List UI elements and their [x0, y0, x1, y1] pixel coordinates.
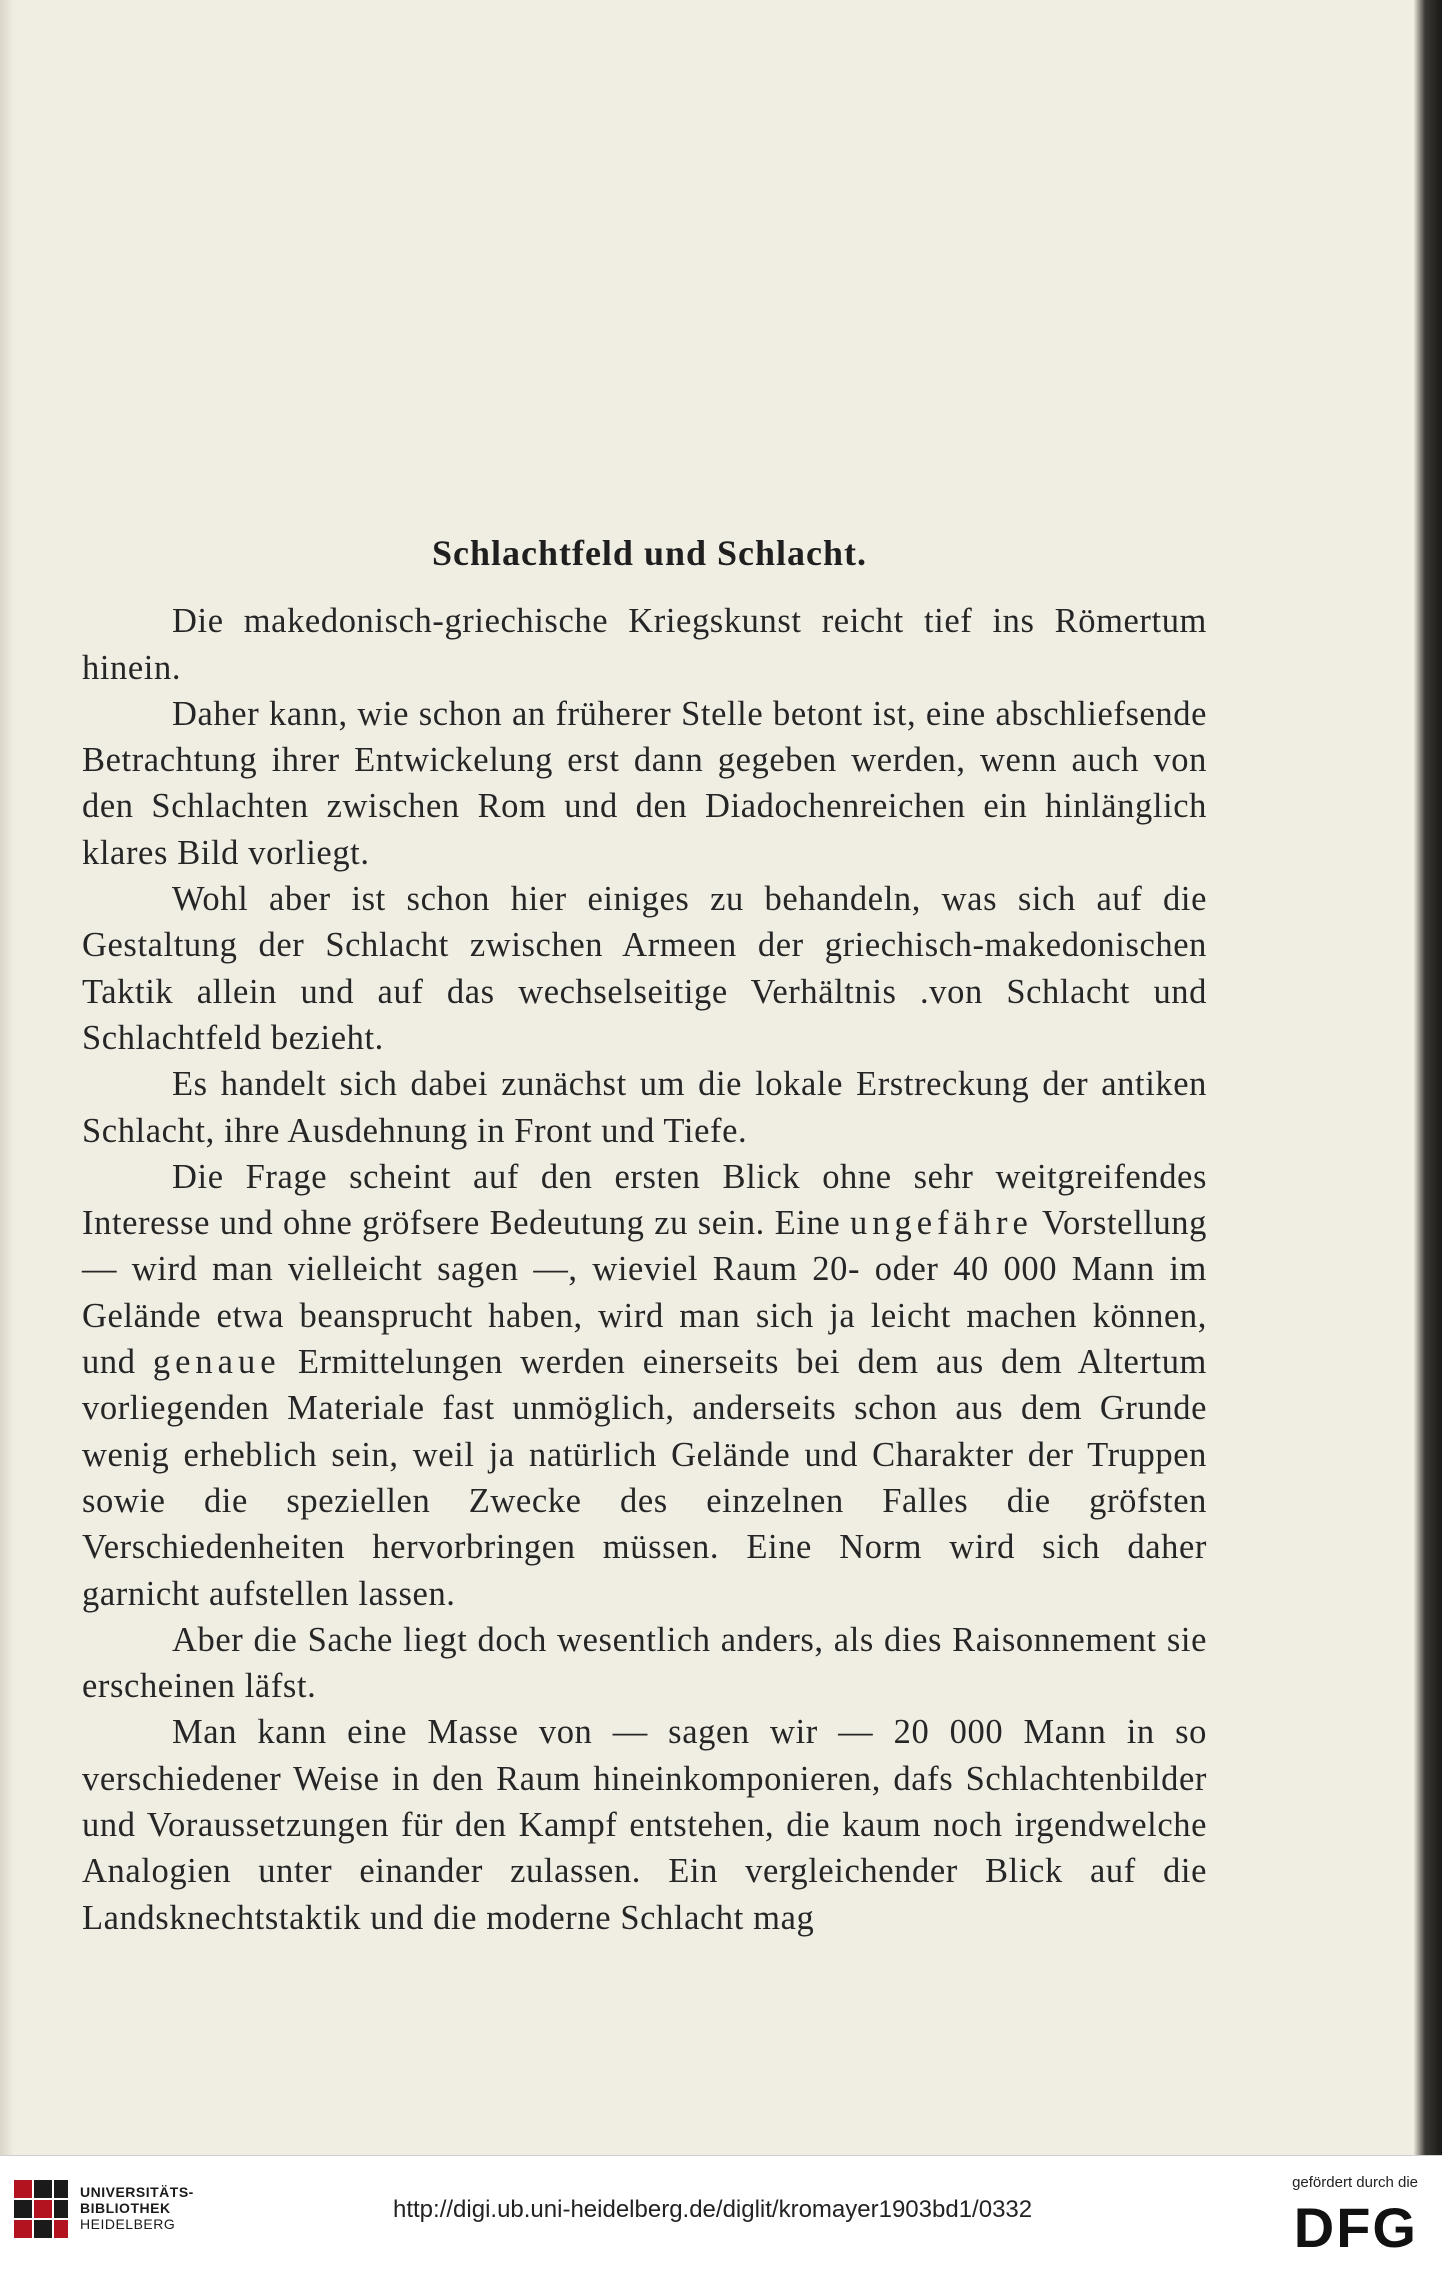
paragraph-3: Wohl aber ist schon hier einiges zu behandeln, was sich auf die Gestaltung der Schlacht zwischen Armeen der griechisch-makedonischen Taktik allein und auf das wechselseitige Verhältnis .von Schlacht und Schlachtfeld bezieht. [82, 880, 1207, 1057]
emphasis-genaue: genaue [152, 1343, 281, 1382]
footer-bar [0, 2155, 1442, 2272]
paragraph-7: Man kann eine Masse von — sagen wir — 20 000 Mann in so verschiedener Weise in den Raum hineinkomponieren, dafs Schlachtenbilder und Voraussetzungen für den Kampf entstehen, die kaum noch irgendwelche Analogien unter einander zulassen. Ein vergleichender Blick auf die Landsknechtstaktik und die moderne Schlacht mag [82, 1713, 1207, 1937]
library-name-line-2: BIBLIOTHEK [80, 2200, 171, 2216]
paragraph-2: Daher kann, wie schon an früherer Stelle betont ist, eine abschliefsende Betrachtung ihrer Entwickelung erst dann gegeben werden, wenn auch von den Schlachten zwischen Rom und den Diadochenreichen ein hinlänglich klares Bild vorliegt. [82, 694, 1207, 872]
page-body [82, 530, 1207, 1941]
paragraph-6: Aber die Sache liegt doch wesentlich anders, als dies Raisonnement sie erscheinen läfst. [82, 1620, 1207, 1706]
library-name [80, 2184, 194, 2232]
emphasis-ungefaehre: ungefähre [849, 1204, 1033, 1243]
paragraph-5-part-3: Ermittelungen werden einerseits bei dem aus dem Altertum vorliegenden Materiale fast unmöglich, anderseits schon aus dem Grunde wenig erheblich sein, weil ja natürlich Gelände und Charakter der Truppen sowie die speziellen Zwecke des einzelnen Falles die gröfsten Verschiedenheiten hervorbringen müssen. Eine Norm wird sich daher garnicht aufstellen lassen. [82, 1343, 1207, 1613]
scan-border-right [1414, 0, 1442, 2155]
library-name-line-3: HEIDELBERG [80, 2216, 176, 2232]
dfg-logo-icon: DFG [1293, 2196, 1418, 2259]
paragraph-1: Die makedonisch-griechische Kriegskunst reicht tief ins Römertum hinein. [82, 602, 1207, 687]
page-edge-shadow [0, 0, 14, 2155]
funding-caption: gefördert durch die [1292, 2174, 1418, 2191]
university-library-logo-icon [10, 2176, 72, 2250]
paragraph-5-part-1: Die Frage scheint auf den ersten Blick ohne sehr weitgreifendes Interesse und ohne gröfsere Bedeutung zu sein. Eine [82, 1157, 1207, 1243]
library-name-line-1: UNIVERSITÄTS- [80, 2184, 194, 2200]
paragraph-5-part-2: Vorstellung — wird man vielleicht sagen —, wieviel Raum 20- oder 40 000 Mann im Gelände etwa beansprucht haben, wird man sich ja leicht machen können, und [82, 1204, 1207, 1382]
permalink-url[interactable]: http://digi.ub.uni-heidelberg.de/diglit/kromayer1903bd1/0332 [393, 2196, 1033, 2223]
paragraph-5 [82, 1154, 1207, 1617]
paragraph-4: Es handelt sich dabei zunächst um die lokale Erstreckung der antiken Schlacht, ihre Ausdehnung in Front und Tiefe. [82, 1065, 1207, 1150]
section-heading: Schlachtfeld und Schlacht. [431, 533, 868, 573]
